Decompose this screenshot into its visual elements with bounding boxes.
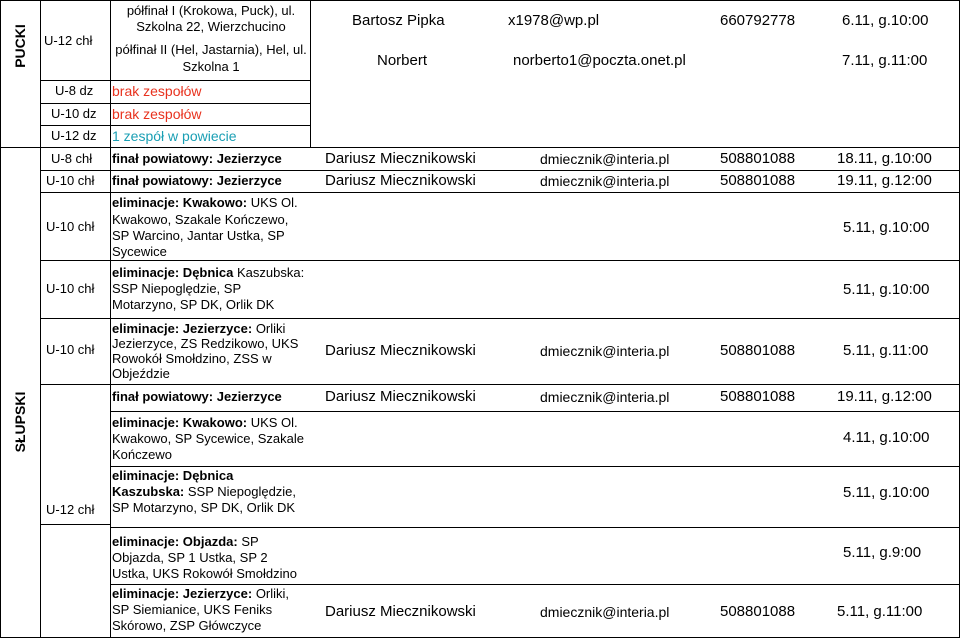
event-title: eliminacje: Dębnica <box>112 265 234 280</box>
grid-line <box>40 318 960 319</box>
event-description <box>112 534 259 550</box>
grid-line <box>40 103 310 104</box>
event-text: Objazda, SP 1 Ustka, SP 2 <box>112 550 268 565</box>
age-group: U-10 chł <box>46 219 95 234</box>
event-text: UKS Ol. <box>247 195 298 210</box>
event-date: 19.11, g.12:00 <box>837 388 932 405</box>
region-label-pucki: PUCKI <box>12 24 28 68</box>
coordinator-name: Dariusz Miecznikowski <box>325 603 476 620</box>
age-group: U-12 chł <box>46 502 95 517</box>
coordinator-email[interactable]: dmiecznik@interia.pl <box>540 151 670 167</box>
coordinator-email[interactable]: x1978@wp.pl <box>508 12 600 29</box>
coordinator-phone: 508801088 <box>720 388 796 405</box>
coordinator-email[interactable]: norberto1@poczta.onet.pl <box>513 52 686 69</box>
event-date: 5.11, g.10:00 <box>843 219 930 236</box>
event-text: Kaszubska: <box>233 265 305 280</box>
event-text: Jezierzyce, ZS Redzikowo, UKS <box>112 336 299 351</box>
grid-line <box>40 384 960 385</box>
event-description <box>112 321 285 337</box>
coordinator-name: Dariusz Miecznikowski <box>325 342 476 359</box>
event-title: eliminacje: Kwakowo: <box>112 195 248 210</box>
coordinator-name: Dariusz Miecznikowski <box>325 388 476 405</box>
event-text: Kończewo <box>112 447 172 462</box>
event-title: eliminacje: Dębnica <box>112 468 234 483</box>
age-group: U-12 dz <box>51 128 97 143</box>
coordinator-phone: 508801088 <box>720 172 796 189</box>
coordinator-phone: 508801088 <box>720 150 796 167</box>
status-text: brak zespołów <box>112 83 202 99</box>
coordinator-email[interactable]: dmiecznik@interia.pl <box>540 343 670 359</box>
grid-line <box>40 80 310 81</box>
grid-line <box>40 125 310 126</box>
semifinal-2-line-1: półfinał II (Hel, Jastarnia), Hel, ul. <box>115 42 307 57</box>
event-text: Skórowo, ZSP Główczyce <box>112 618 262 633</box>
event-title: finał powiatowy: Jezierzyce <box>112 173 282 188</box>
event-text: UKS Ol. <box>247 415 298 430</box>
event-description <box>112 195 298 211</box>
event-text: SP Motarzyno, SP DK, Orlik DK <box>112 500 296 515</box>
event-date: 6.11, g.10:00 <box>842 12 929 29</box>
age-group: U-10 dz <box>51 106 97 121</box>
region-label-slupski: SŁUPSKI <box>12 391 28 453</box>
semifinal-1-line-2: Szkolna 22, Wierzchucino <box>136 19 286 34</box>
grid-line <box>40 192 960 193</box>
event-date: 5.11, g.10:00 <box>843 281 930 298</box>
event-description <box>112 484 296 500</box>
event-description <box>112 415 298 431</box>
semifinal-1-line-1: półfinał I (Krokowa, Puck), ul. <box>126 3 296 18</box>
event-title: eliminacje: Jezierzyce: <box>112 321 253 336</box>
event-text: SP Siemianice, UKS Feniks <box>112 602 273 617</box>
event-text: Kwakowo, SP Sycewice, Szakale <box>112 431 304 446</box>
event-text: SP Warcino, Jantar Ustka, SP <box>112 228 285 243</box>
event-title: eliminacje: Objazda: <box>112 534 238 549</box>
grid-line <box>0 147 960 148</box>
grid-line <box>40 170 960 171</box>
event-date: 18.11, g.10:00 <box>837 150 932 167</box>
event-title: finał powiatowy: Jezierzyce <box>112 151 282 166</box>
event-text: Ustka, UKS Rokowół Smołdzino <box>112 566 297 581</box>
grid-line <box>110 584 960 585</box>
coordinator-name: Bartosz Pipka <box>352 12 445 29</box>
grid-line <box>40 524 110 525</box>
event-text: Objeździe <box>112 366 170 381</box>
age-group: U-12 chł <box>44 33 93 48</box>
age-group: U-8 dz <box>55 83 94 98</box>
coordinator-email[interactable]: dmiecznik@interia.pl <box>540 173 670 189</box>
event-description <box>112 265 304 281</box>
event-date: 5.11, g.10:00 <box>843 484 930 501</box>
event-date: 7.11, g.11:00 <box>842 52 928 69</box>
coordinator-phone: 508801088 <box>720 342 796 359</box>
status-text: brak zespołów <box>112 106 202 122</box>
coordinator-phone: 660792778 <box>720 12 796 29</box>
age-group: U-10 chł <box>46 342 95 357</box>
coordinator-name: Dariusz Miecznikowski <box>325 172 476 189</box>
event-text: Orliki, <box>252 586 290 601</box>
event-date: 19.11, g.12:00 <box>837 172 932 189</box>
event-text: SSP Niepoględzie, SP <box>112 281 242 296</box>
event-text: Motarzyno, SP DK, Orlik DK <box>112 297 275 312</box>
grid-line <box>0 0 1 638</box>
event-date: 4.11, g.10:00 <box>843 429 930 446</box>
event-description <box>112 586 289 602</box>
event-text: Sycewice <box>112 244 167 259</box>
event-text: SSP Niepoględzie, <box>184 484 297 499</box>
event-date: 5.11, g.11:00 <box>843 342 929 359</box>
grid-line <box>0 0 960 1</box>
event-text: Rowokół Smołdzino, ZSS w <box>112 351 272 366</box>
event-text: SP <box>237 534 259 549</box>
event-title: Kaszubska: <box>112 484 185 499</box>
coordinator-email[interactable]: dmiecznik@interia.pl <box>540 604 670 620</box>
event-date: 5.11, g.11:00 <box>837 603 923 620</box>
age-group: U-10 chł <box>46 281 95 296</box>
event-date: 5.11, g.9:00 <box>843 544 922 561</box>
coordinator-name: Dariusz Miecznikowski <box>325 150 476 167</box>
grid-line <box>40 260 960 261</box>
coordinator-name: Norbert <box>377 52 428 69</box>
grid-line <box>40 0 41 638</box>
grid-line <box>310 0 311 147</box>
grid-line <box>110 411 960 412</box>
event-title: eliminacje: Kwakowo: <box>112 415 248 430</box>
event-title: finał powiatowy: Jezierzyce <box>112 389 282 404</box>
age-group: U-8 chł <box>51 151 93 166</box>
coordinator-email[interactable]: dmiecznik@interia.pl <box>540 389 670 405</box>
status-text: 1 zespół w powiecie <box>112 128 237 144</box>
grid-line <box>110 0 111 638</box>
coordinator-phone: 508801088 <box>720 603 796 620</box>
event-text: Orliki <box>252 321 286 336</box>
grid-line <box>110 466 960 467</box>
age-group: U-10 chł <box>46 173 95 188</box>
grid-line <box>110 527 960 528</box>
event-text: Kwakowo, Szakale Kończewo, <box>112 212 289 227</box>
event-title: eliminacje: Jezierzyce: <box>112 586 253 601</box>
semifinal-2-line-2: Szkolna 1 <box>182 59 240 74</box>
